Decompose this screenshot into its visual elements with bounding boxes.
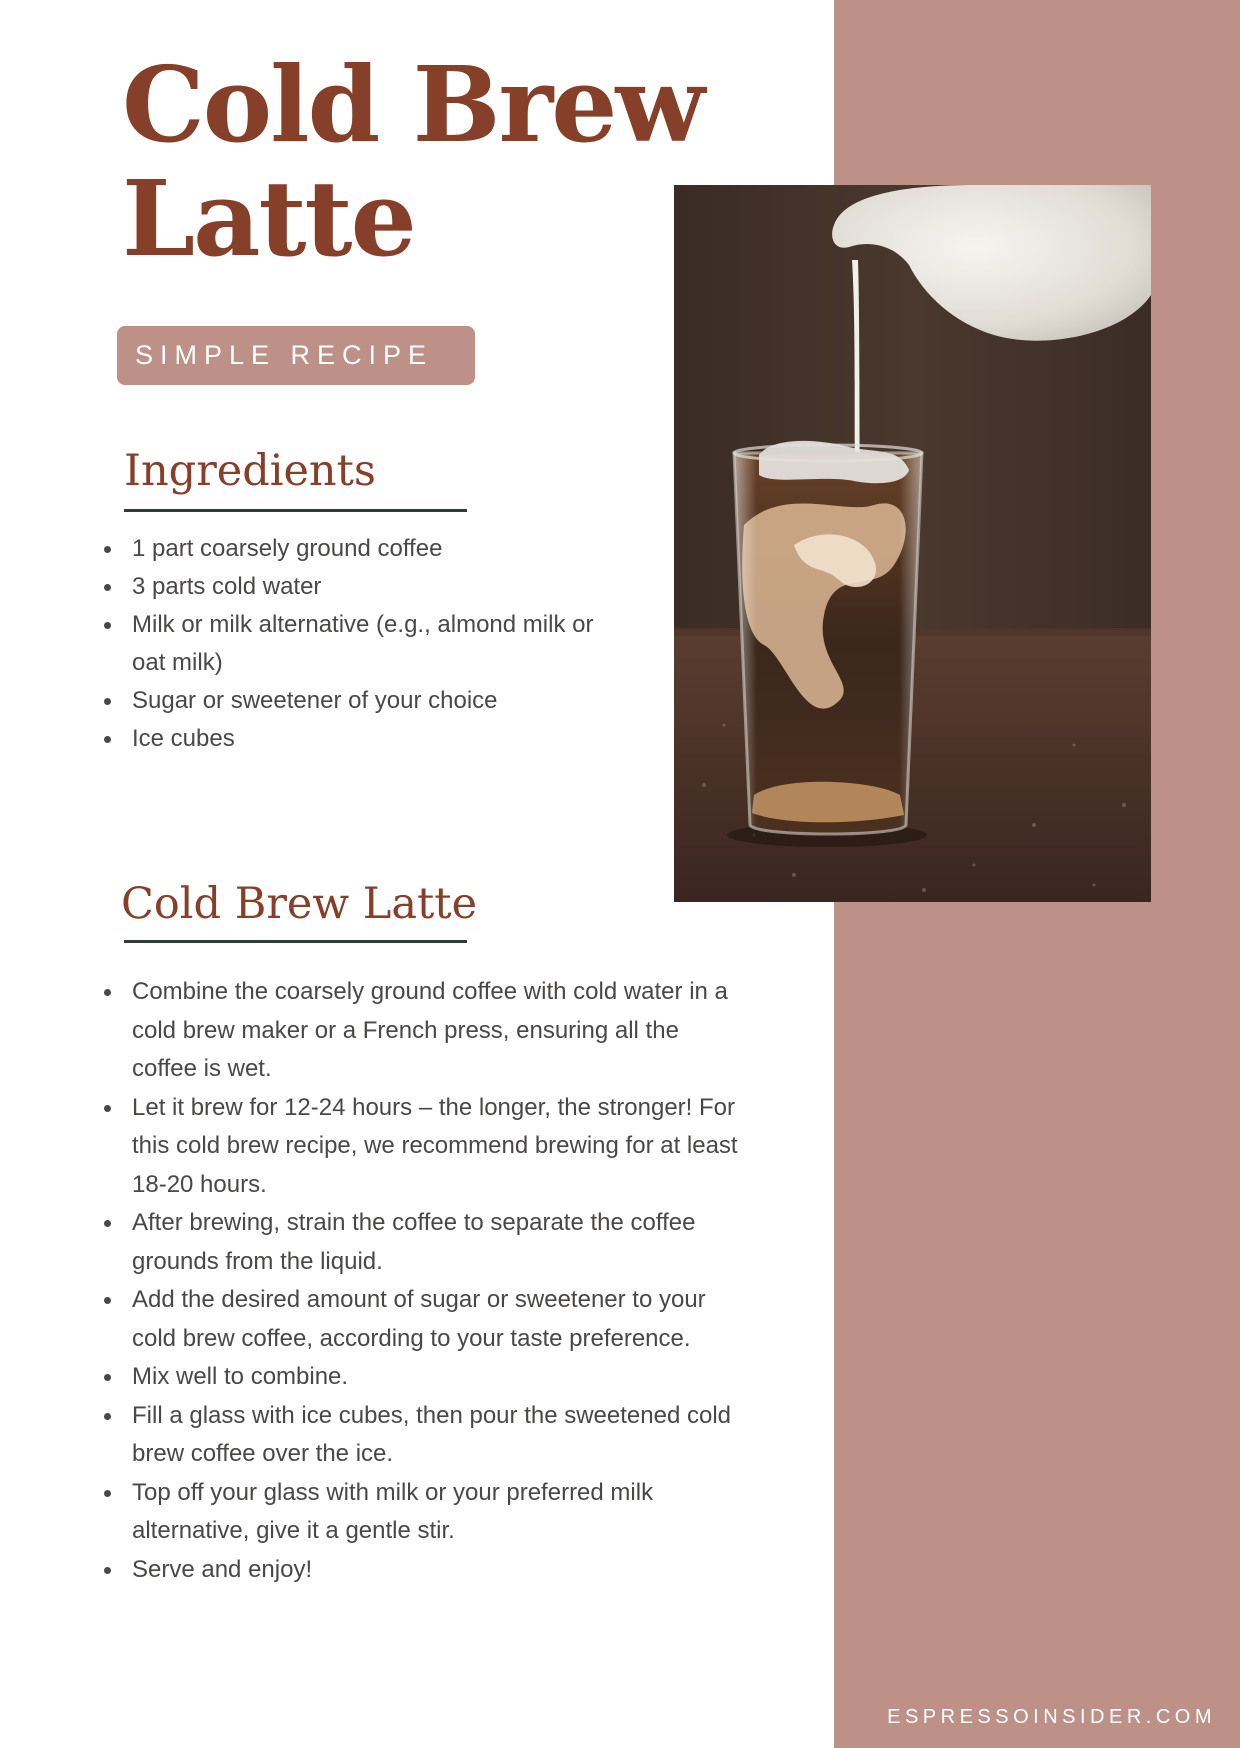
list-item: Ice cubes	[100, 720, 620, 758]
list-item: Let it brew for 12-24 hours – the longer, the stronger! For this cold brew recipe, we recommend brewing for at least 18-20 hours.	[100, 1089, 740, 1205]
list-item: After brewing, strain the coffee to separate the coffee grounds from the liquid.	[100, 1204, 740, 1281]
list-item: Serve and enjoy!	[100, 1551, 740, 1590]
list-item: Sugar or sweetener of your choice	[100, 682, 620, 720]
list-item: 3 parts cold water	[100, 568, 620, 606]
list-item: Combine the coarsely ground coffee with cold water in a cold brew maker or a French press, ensuring all the coffee is wet.	[100, 973, 740, 1089]
list-item: Fill a glass with ice cubes, then pour the sweetened cold brew coffee over the ice.	[100, 1397, 740, 1474]
ingredients-heading-rule	[124, 509, 467, 512]
list-item: Add the desired amount of sugar or sweetener to your cold brew coffee, according to your taste preference.	[100, 1281, 740, 1358]
ingredients-heading: Ingredients	[124, 446, 376, 496]
directions-list	[100, 973, 740, 1589]
directions-heading: Cold Brew Latte	[121, 879, 478, 929]
directions-heading-rule	[124, 940, 467, 943]
ingredients-list	[100, 530, 620, 758]
list-item: Top off your glass with milk or your preferred milk alternative, give it a gentle stir.	[100, 1474, 740, 1551]
recipe-badge: SIMPLE RECIPE	[117, 326, 475, 385]
list-item: 1 part coarsely ground coffee	[100, 530, 620, 568]
list-item: Mix well to combine.	[100, 1358, 740, 1397]
milk-pouring-into-iced-coffee-photo	[674, 185, 1151, 902]
list-item: Milk or milk alternative (e.g., almond milk or oat milk)	[100, 606, 620, 682]
footer-website-url: ESPRESSOINSIDER.COM	[887, 1706, 1216, 1728]
page-title: Cold Brew Latte	[122, 43, 703, 280]
